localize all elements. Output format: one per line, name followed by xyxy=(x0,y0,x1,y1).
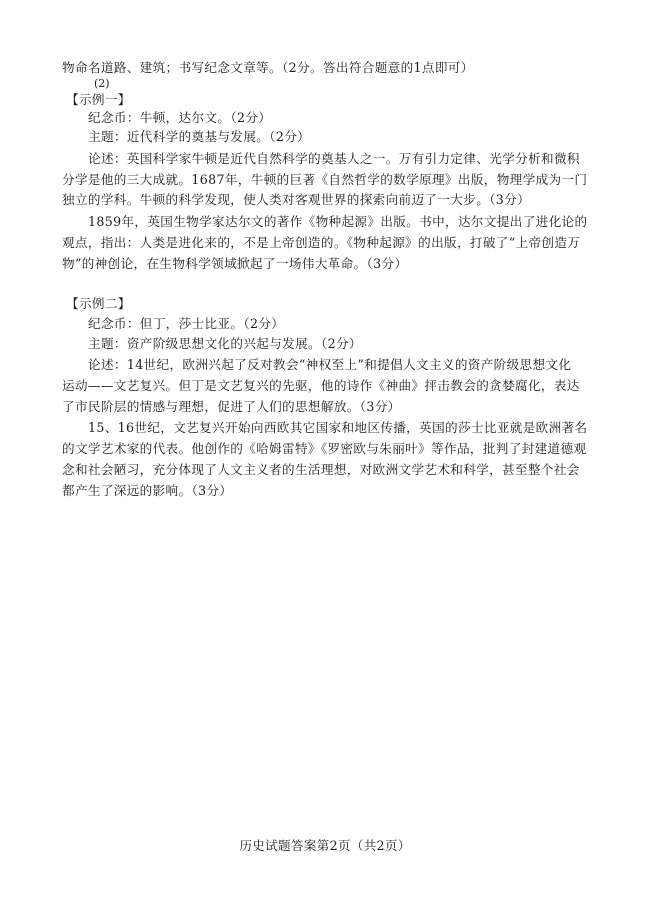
example1-coin: 纪念币：牛顿，达尔文。（2分） xyxy=(88,110,272,125)
example2-paragraph2-line: 念和社会陋习，充分体现了人文主义者的生活理想，对欧洲文学艺术和科学，甚至整个社会 xyxy=(62,462,580,477)
example1-argument-line: 分学是他的三大成就。1687年，牛顿的巨著《自然哲学的数学原理》出版，物理学成为一门 xyxy=(62,172,588,187)
example2-argument-line: 运动——文艺复兴。但丁是文艺复兴的先驱，他的诗作《神曲》抨击教会的贪婪腐化，表达 xyxy=(62,378,580,393)
example2-argument-line: 了市民阶层的情感与理想，促进了人们的思想解放。（3分） xyxy=(62,399,401,414)
example2-theme: 主题：资产阶级思想文化的兴起与发展。（2分） xyxy=(88,336,362,351)
example1-heading: 【示例一】 xyxy=(66,92,131,107)
example1-argument-line: 独立的学科。牛顿的科学发现，使人类对客观世界的探索向前迈了一大步。（3分） xyxy=(62,192,531,207)
subquestion-number: (2) xyxy=(94,77,110,90)
example2-paragraph2-line: 都产生了深远的影响。（3分） xyxy=(62,483,233,498)
intro-line: 物命名道路、建筑；书写纪念文章等。（2分。答出符合题意的1点即可） xyxy=(62,60,474,75)
example1-argument-line: 论述：英国科学家牛顿是近代自然科学的奠基人之一。万有引力定律、光学分析和微积 xyxy=(88,151,580,166)
example2-paragraph2-line: 的文学艺术家的代表。他创作的《哈姆雷特》《罗密欧与朱丽叶》等作品，批判了封建道德观 xyxy=(62,441,587,456)
page-footer: 历史试题答案第2页（共2页） xyxy=(239,838,411,853)
example2-heading: 【示例二】 xyxy=(66,296,131,311)
example2-paragraph2-line: 15、16世纪，文艺复兴开始向西欧其它国家和地区传播，英国的莎士比亚就是欧洲著名 xyxy=(88,420,588,435)
example1-theme: 主题：近代科学的奠基与发展。（2分） xyxy=(88,129,311,144)
example1-paragraph2-line: 1859年，英国生物学家达尔文的著作《物种起源》出版。书中，达尔文提出了进化论的 xyxy=(88,214,588,229)
example1-paragraph2-line: 观点，指出：人类是进化来的，不是上帝创造的。《物种起源》的出版，打破了“上帝创造万 xyxy=(62,235,581,250)
example2-argument-line: 论述：14世纪，欧洲兴起了反对教会“神权至上”和提倡人文主义的资产阶级思想文化 xyxy=(88,357,572,372)
example2-coin: 纪念币：但丁，莎士比亚。（2分） xyxy=(88,316,285,331)
example1-paragraph2-line: 物”的神创论，在生物科学领域掀起了一场伟大革命。（3分） xyxy=(62,256,408,271)
